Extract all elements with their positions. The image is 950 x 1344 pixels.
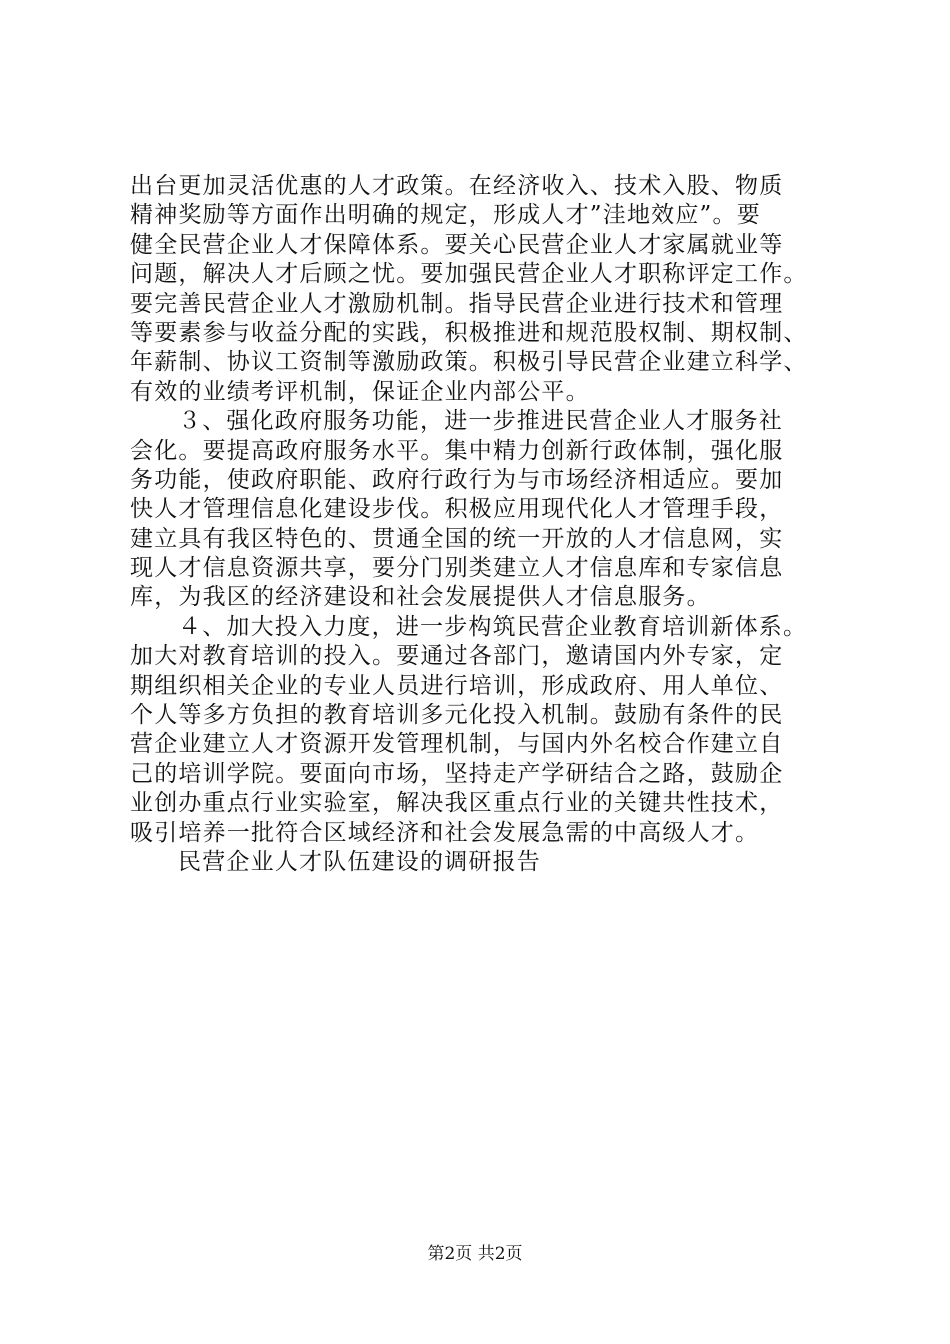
text-line: 己的培训学院。要面向市场，坚持走产学研结合之路，鼓励企 [130, 760, 784, 787]
text-line: 库，为我区的经济建设和社会发展提供人才信息服务。 [130, 584, 711, 611]
text-line: 营企业建立人才资源开发管理机制，与国内外名校合作建立自 [130, 731, 784, 758]
text-line: 快人才管理信息化建设步伐。积极应用现代化人才管理手段， [130, 496, 784, 523]
paragraph-start-line: ４、加大投入力度，进一步构筑民营企业教育培训新体系。 [178, 613, 808, 640]
document-body [130, 172, 850, 877]
text-line: 等要素参与收益分配的实践，积极推进和规范股权制、期权制、 [130, 319, 808, 346]
text-line: 建立具有我区特色的、贯通全国的统一开放的人才信息网，实 [130, 525, 784, 552]
text-line: 要完善民营企业人才激励机制。指导民营企业进行技术和管理 [130, 290, 784, 317]
text-line: 精神奖励等方面作出明确的规定，形成人才”洼地效应”。要 [130, 202, 761, 229]
text-line: 年薪制、协议工资制等激励政策。积极引导民营企业建立科学、 [130, 349, 808, 376]
text-line: 务功能，使政府职能、政府行政行为与市场经济相适应。要加 [130, 466, 784, 493]
text-line: 问题，解决人才后顾之忧。要加强民营企业人才职称评定工作。 [130, 261, 808, 288]
text-line: 会化。要提高政府服务水平。集中精力创新行政体制，强化服 [130, 437, 784, 464]
text-line: 业创办重点行业实验室，解决我区重点行业的关键共性技术， [130, 790, 784, 817]
text-line: 有效的业绩考评机制，保证企业内部公平。 [130, 378, 590, 405]
text-line: 现人才信息资源共享，要分门别类建立人才信息库和专家信息 [130, 555, 784, 582]
paragraph-start-line: ３、强化政府服务功能，进一步推进民营企业人才服务社 [178, 408, 783, 435]
text-line: 健全民营企业人才保障体系。要关心民营企业人才家属就业等 [130, 231, 784, 258]
page-footer: 第2页 共2页 [427, 1244, 523, 1264]
text-line: 个人等多方负担的教育培训多元化投入机制。鼓励有条件的民 [130, 702, 784, 729]
text-line: 期组织相关企业的专业人员进行培训，形成政府、用人单位、 [130, 672, 784, 699]
text-line: 吸引培养一批符合区域经济和社会发展急需的中高级人才。 [130, 819, 760, 846]
text-line: 加大对教育培训的投入。要通过各部门，邀请国内外专家，定 [130, 643, 784, 670]
document-title-line: 民营企业人才队伍建设的调研报告 [178, 848, 541, 875]
text-line: 出台更加灵活优惠的人才政策。在经济收入、技术入股、物质 [130, 173, 784, 199]
